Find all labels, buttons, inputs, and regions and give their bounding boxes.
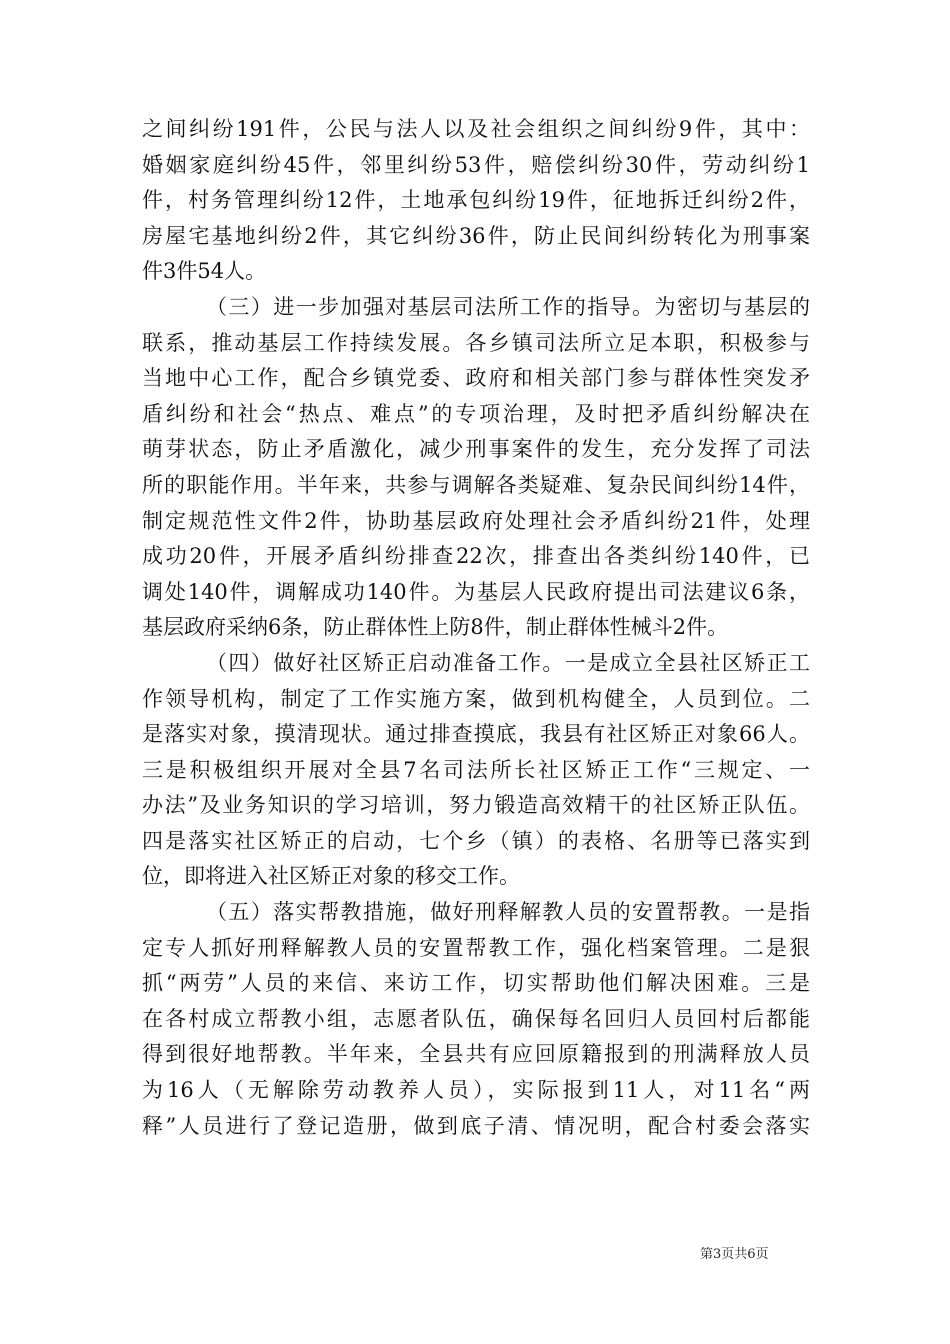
text-line: 得到很好地帮教。半年来，全县共有应回原籍报到的刑满释放人员 xyxy=(142,1042,810,1067)
text-line: 三是积极组织开展对全县7名司法所长社区矫正工作“三规定、一 xyxy=(142,757,810,782)
paragraph xyxy=(142,112,810,290)
text-line: 联系，推动基层工作持续发展。各乡镇司法所立足本职，积极参与 xyxy=(142,330,810,355)
text-line: 件3件54人。 xyxy=(142,259,267,284)
text-line: 为16人（无解除劳动教养人员），实际报到11人，对11名“两 xyxy=(142,1078,810,1103)
text-line: 办法”及业务知识的学习培训，努力锻造高效精干的社区矫正队伍。 xyxy=(142,793,810,818)
text-line: 释”人员进行了登记造册，做到底子清、情况明，配合村委会落实 xyxy=(142,1113,810,1138)
text-line: 定专人抓好刑释解教人员的安置帮教工作，强化档案管理。二是狠 xyxy=(142,935,810,960)
paragraph xyxy=(142,646,810,895)
paragraph xyxy=(142,290,810,646)
text-line: 婚姻家庭纠纷45件，邻里纠纷53件，赔偿纠纷30件，劳动纠纷1 xyxy=(142,152,810,177)
text-line: （四）做好社区矫正启动准备工作。一是成立全县社区矫正工 xyxy=(206,650,810,675)
text-line: 调处140件，调解成功140件。为基层人民政府提出司法建议6条， xyxy=(142,579,810,604)
paragraph xyxy=(142,895,810,1144)
text-line: 萌芽状态，防止矛盾激化，减少刑事案件的发生，充分发挥了司法 xyxy=(142,437,810,462)
text-line: 是落实对象，摸清现状。通过排查摸底，我县有社区矫正对象66人。 xyxy=(142,722,810,747)
text-line: 抓“两劳”人员的来信、来访工作，切实帮助他们解决困难。三是 xyxy=(142,971,810,996)
text-line: 在各村成立帮教小组，志愿者队伍，确保每名回归人员回村后都能 xyxy=(142,1006,810,1031)
text-line: 之间纠纷191件，公民与法人以及社会组织之间纠纷9件，其中： xyxy=(142,117,810,141)
text-line: 作领导机构，制定了工作实施方案，做到机构健全，人员到位。二 xyxy=(142,686,810,711)
text-line: （三）进一步加强对基层司法所工作的指导。为密切与基层的 xyxy=(206,294,810,319)
text-line: 位，即将进入社区矫正对象的移交工作。 xyxy=(142,864,520,889)
text-line: 件，村务管理纠纷12件，土地承包纠纷19件，征地拆迁纠纷2件， xyxy=(142,188,810,213)
text-line: 四是落实社区矫正的启动，七个乡（镇）的表格、名册等已落实到 xyxy=(142,828,810,853)
text-line: 基层政府采纳6条，防止群体性上防8件，制止群体性械斗2件。 xyxy=(142,615,729,640)
text-line: 盾纠纷和社会“热点、难点”的专项治理，及时把矛盾纠纷解决在 xyxy=(142,401,810,426)
text-line: 所的职能作用。半年来，共参与调解各类疑难、复杂民间纠纷14件， xyxy=(142,472,810,497)
text-line: 成功20件，开展矛盾纠纷排查22次，排查出各类纠纷140件，已 xyxy=(142,544,810,569)
page-number: 第3页共6页 xyxy=(700,1247,769,1262)
text-line: 当地中心工作，配合乡镇党委、政府和相关部门参与群体性突发矛 xyxy=(142,366,810,391)
document-body xyxy=(142,112,810,1144)
text-line: 房屋宅基地纠纷2件，其它纠纷36件，防止民间纠纷转化为刑事案 xyxy=(142,223,810,248)
text-line: （五）落实帮教措施，做好刑释解教人员的安置帮教。一是指 xyxy=(206,900,810,925)
text-line: 制定规范性文件2件，协助基层政府处理社会矛盾纠纷21件，处理 xyxy=(142,508,810,533)
